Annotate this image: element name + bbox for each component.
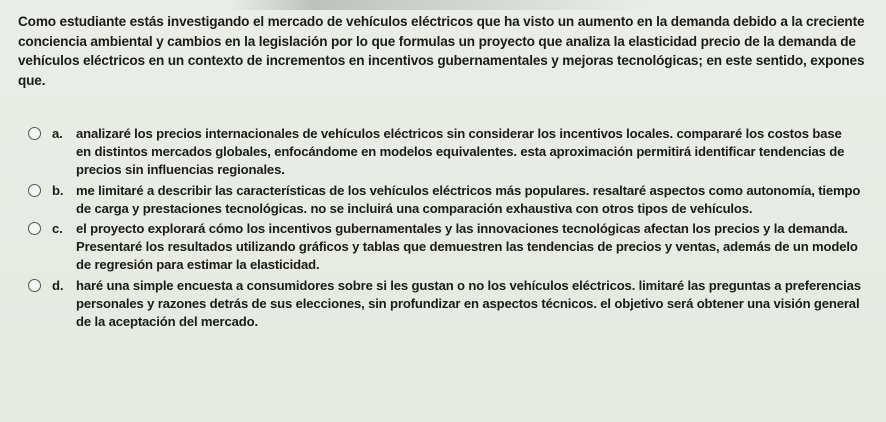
radio-button-a[interactable]: [28, 127, 41, 140]
option-letter-c: c.: [52, 221, 63, 236]
option-c[interactable]: [28, 220, 873, 274]
option-d[interactable]: [28, 277, 873, 331]
scan-artifact: [230, 0, 650, 10]
option-a[interactable]: [28, 125, 873, 179]
option-text-a: analizaré los precios internacionales de vehículos eléctricos sin considerar los incentivos locales. compararé los costos base en distintos mercados globales, enfocándome en modelos equivalentes. esta aproximación permitirá identificar tendencias de precios sin influencias regionales.: [76, 126, 845, 177]
answer-options: [28, 125, 873, 331]
option-letter-b: b.: [52, 183, 64, 198]
option-text-b: me limitaré a describir las características de los vehículos eléctricos más populares. resaltaré aspectos como autonomía, tiempo de carga y prestaciones tecnológicas. no se incluirá una comparación exhaustiva con otros tipos de vehículos.: [76, 183, 861, 216]
radio-button-d[interactable]: [28, 279, 41, 292]
radio-button-b[interactable]: [28, 184, 41, 197]
radio-button-c[interactable]: [28, 222, 41, 235]
option-letter-a: a.: [52, 126, 63, 141]
question-text: Como estudiante estás investigando el mercado de vehículos eléctricos que ha visto un aumento en la demanda debido a la creciente conciencia ambiental y cambios en la legislación por lo que formulas un proyecto que analiza la elasticidad precio de la demanda de vehículos eléctricos en un contexto de incrementos en incentivos gubernamentales y mejoras tecnológicas; en este sentido, expones que.: [18, 14, 865, 88]
option-b[interactable]: [28, 182, 873, 218]
option-letter-d: d.: [52, 278, 64, 293]
option-text-c: el proyecto explorará cómo los incentivos gubernamentales y las innovaciones tecnológicas afectan los precios y la demanda. Presentaré los resultados utilizando gráficos y tablas que demuestren las tendencias de precios y ventas, además de un modelo de regresión para estimar la elasticidad.: [76, 221, 858, 272]
option-text-d: haré una simple encuesta a consumidores sobre si les gustan o no los vehículos eléctricos. limitaré las preguntas a preferencias personales y razones detrás de sus elecciones, sin profundizar en aspectos técnicos. el objetivo será obtener una visión general de la aceptación del mercado.: [76, 278, 861, 329]
